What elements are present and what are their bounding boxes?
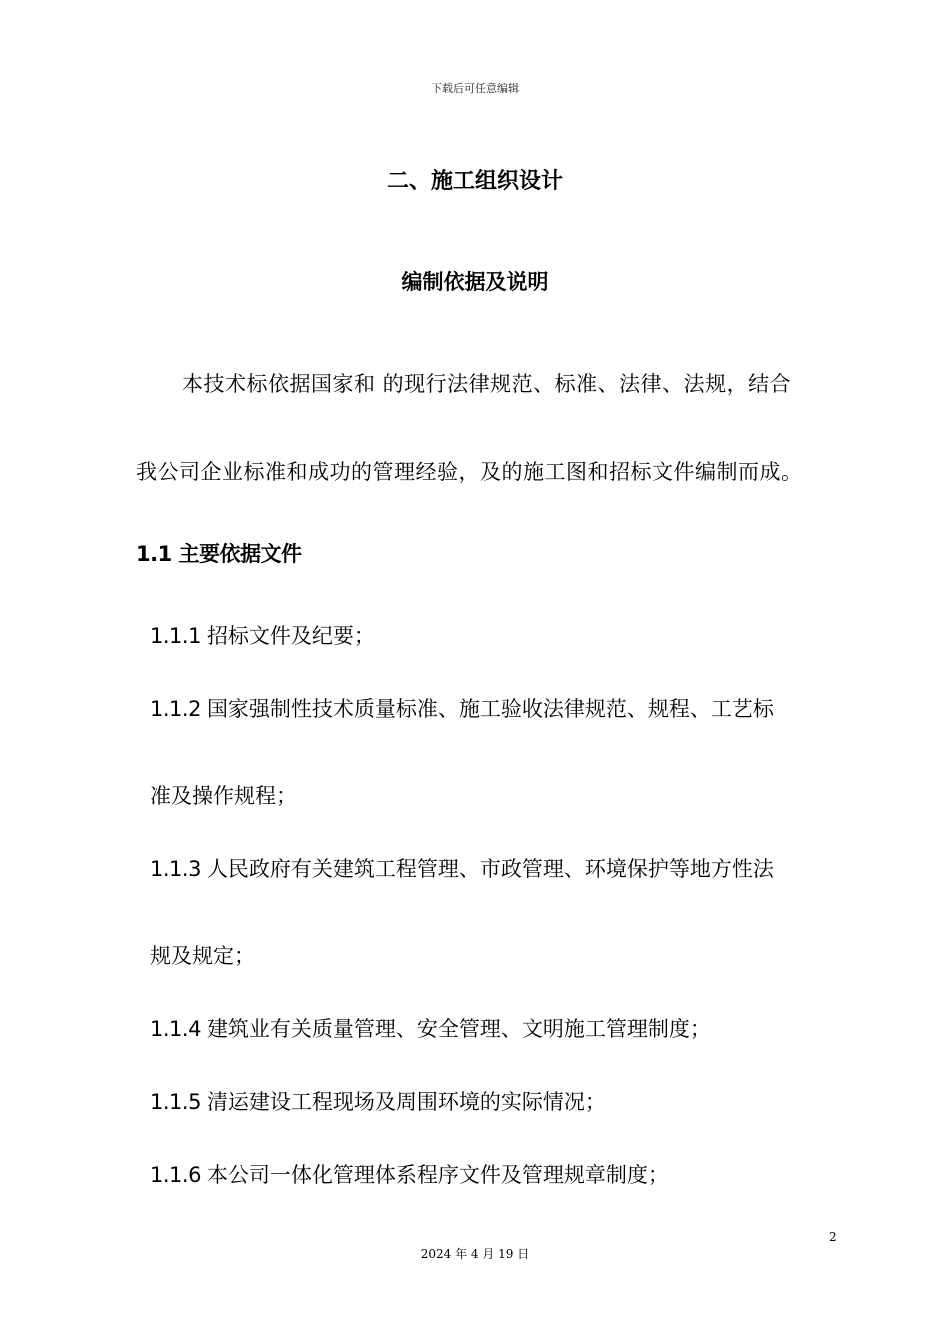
list-item: [150, 693, 774, 723]
item-text: 国家强制性技术质量标准、施工验收法律规范、规程、工艺标: [206, 697, 774, 721]
item-number: 1.1.1: [150, 624, 201, 648]
list-item: [150, 620, 375, 650]
page-number: 2: [829, 1230, 837, 1244]
intro-paragraph-line-1: 本技术标依据国家和 的现行法律规范、标准、法律、法规，结合: [182, 372, 792, 396]
section-subtitle: 编制依据及说明: [401, 270, 549, 294]
section-heading: 1.1 主要依据文件: [136, 542, 302, 566]
item-text: 本公司一体化管理体系程序文件及管理规章制度；: [206, 1163, 669, 1187]
list-item: [150, 1013, 711, 1043]
item-number: 1.1.3: [150, 857, 201, 881]
header-note: 下载后可任意编辑: [431, 82, 519, 95]
item-text: 建筑业有关质量管理、安全管理、文明施工管理制度；: [206, 1017, 711, 1041]
item-number: 1.1.4: [150, 1017, 201, 1041]
item-text: 招标文件及纪要；: [206, 624, 375, 648]
list-item: [150, 853, 774, 883]
intro-paragraph-line-2: 我公司企业标准和成功的管理经验，及的施工图和招标文件编制而成。: [136, 460, 803, 484]
item-text: 人民政府有关建筑工程管理、市政管理、环境保护等地方性法: [206, 857, 774, 881]
list-item-continuation: 准及操作规程；: [150, 784, 297, 808]
list-item-continuation: 规及规定；: [150, 944, 255, 968]
item-text: 清运建设工程现场及周围环境的实际情况；: [206, 1090, 606, 1114]
item-number: 1.1.2: [150, 697, 201, 721]
list-item: [150, 1159, 669, 1189]
footer-date: 2024 年 4 月 19 日: [420, 1247, 530, 1261]
item-number: 1.1.6: [150, 1163, 201, 1187]
document-title: 二、施工组织设计: [386, 169, 563, 194]
list-item: [150, 1086, 606, 1116]
item-number: 1.1.5: [150, 1090, 201, 1114]
